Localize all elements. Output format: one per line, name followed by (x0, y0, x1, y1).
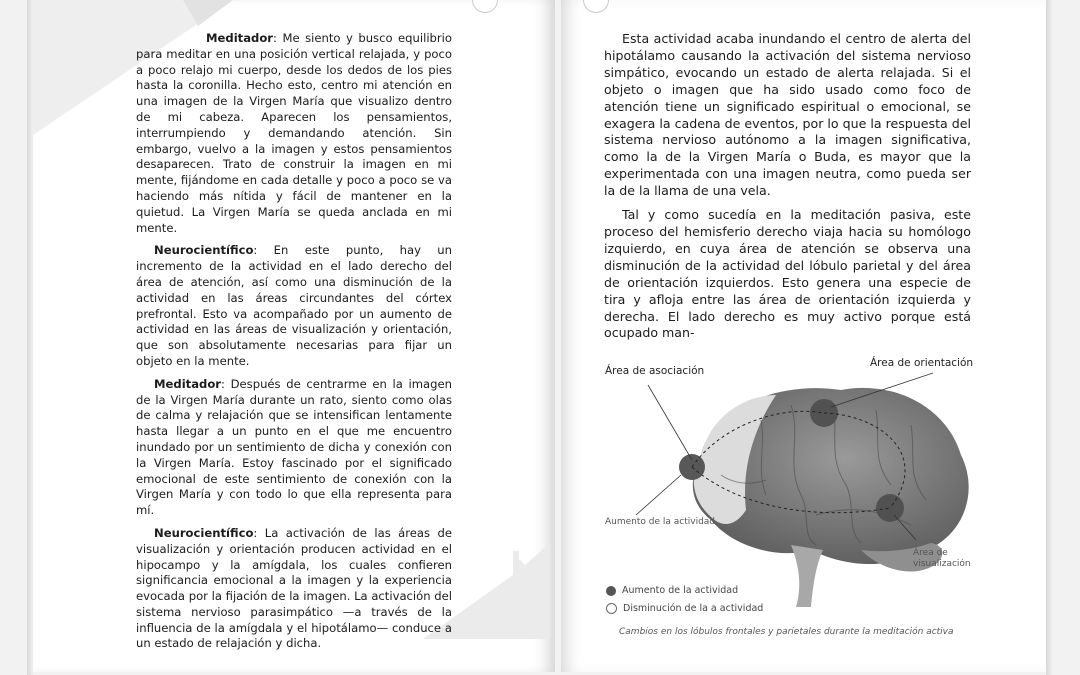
page-tab-circle (583, 0, 609, 13)
right-page-edge (1046, 0, 1052, 675)
paragraph-meditador-1 (136, 31, 452, 236)
paragraph-neurocientifico-1 (136, 243, 452, 369)
legend-dot-hollow (606, 603, 617, 614)
label-area-visualizacion-line2: visualización (913, 559, 971, 569)
left-page (33, 0, 555, 672)
paragraph-right-2: Tal y como sucedía en la meditación pasiva, este proceso del hemisferio derecho viaja hacia su homólogo izquierdo, en cuya área de atención se observa una disminución de la actividad del lóbulo parietal y del área de orientación izquierdos. Esto genera una especie de tira y afloja entre las área de orientación izquierda y derecha. El lado derecho es muy activo porque está ocupado man- (604, 207, 971, 341)
label-area-asociacion: Área de asociación (605, 365, 705, 377)
paragraph-neurocientifico-2 (136, 526, 452, 652)
right-page (561, 0, 1046, 672)
paragraph-text: : En este punto, hay un incremento de la actividad en el lado derecho del área de atención, así como una disminución de la actividad en las áreas circundantes del córtex prefrontal. Esto va acompañado por un aumento de actividad en las áreas de visualización y orientación, que son absolutamente necesarias para fijar un objeto en la mente. (136, 243, 452, 368)
page-tab-circle (472, 0, 498, 13)
label-aumento-actividad: Aumento de la actividad (605, 517, 716, 527)
left-page-text (136, 31, 452, 659)
legend-item-aumento (606, 585, 738, 596)
paragraph-meditador-2 (136, 377, 452, 519)
speaker-label: Neurocientífico (154, 525, 254, 540)
right-page-text (604, 31, 971, 349)
speaker-label: Meditador (154, 376, 222, 391)
label-area-orientacion: Área de orientación (870, 357, 974, 369)
legend-label: Aumento de la actividad (622, 585, 739, 596)
brainstem-shape (791, 545, 823, 607)
paragraph-right-1: Esta actividad acaba inundando el centro de alerta del hipotálamo causando la activación del sistema nervioso simpático, evocando un estado de alerta relajada. Si el objeto o imagen que ha sido usado como foco de atención tiene un significado espiritual o emocional, se exagera la cadena de eventos, por lo que la respuesta del sistema nervioso autónomo a la imagen significativa, como la de la Virgen María o Buda, es mayor que la experimentada con una imagen neutra, como pueda ser la de la llama de una vela. (604, 31, 971, 199)
legend-label: Disminución de la a actividad (623, 603, 764, 614)
speaker-label: Neurocientífico (154, 243, 254, 258)
paragraph-text: : La activación de las áreas de visualización y orientación producen actividad en el hipocampo y la amígdala, los cuales confieren significancia emocional a la imagen y la experiencia evocada por la fijación de la imagen. La activación del sistema nervioso parasimpático —a través de la influencia de la amígdala y el hipotálamo— conduce a un estado de relajación y dicha. (136, 525, 452, 651)
legend-dot-filled (606, 586, 616, 596)
paragraph-text: : Después de centrarme en la imagen de la Virgen María durante un rato, siento como olas de calma y relajación que se intensifican lentamente hasta llegar a un punto en el que me encuentro inundado por un sentimiento de dicha y conexión con la Virgen María. Estoy fascinado por el significado emocional de este sentimiento de conexión con la Virgen María y con todo lo que ella representa para mí. (136, 376, 452, 518)
brain-figure (561, 345, 1046, 645)
legend-item-disminucion (606, 603, 763, 614)
speaker-label: Meditador (206, 31, 274, 45)
paragraph-text: : Me siento y busco equilibrio para meditar en una posición vertical relajada, y poco a poco relajo mi cuerpo, desde los dedos de los pies hasta la coronilla. Hecho esto, centro mi atención en una imagen de la Virgen María que visualizo dentro de mi cabeza. Aparecen los pensamientos, interrumpiendo y demandando atención. Sin embargo, vuelvo a la imagen y estos pensamientos desaparecen. Trato de construir la imagen en mi mente, fijándome en cada detalle y poco a poco se va haciendo más nítida y fácil de mantener en la quietud. La Virgen María se queda anclada en mi mente. (136, 31, 452, 235)
label-area-visualizacion-line1: Área de (913, 548, 948, 558)
figure-caption: Cambios en los lóbulos frontales y parietales durante la meditación activa (619, 627, 954, 637)
